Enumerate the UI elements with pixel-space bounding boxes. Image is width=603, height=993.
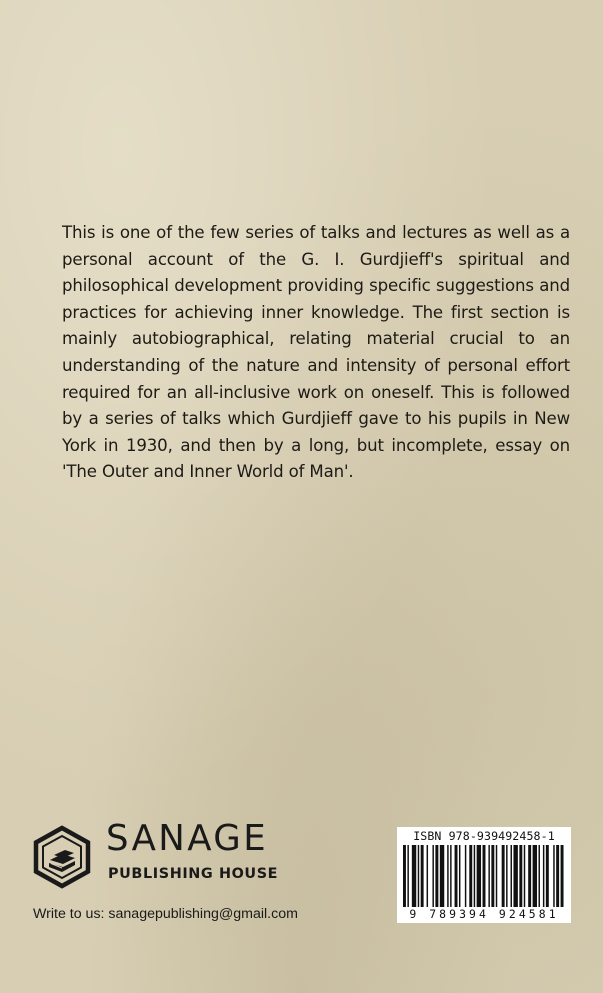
barcode-bar [533,845,537,907]
barcode-bar [488,845,489,907]
barcode-bar [412,845,416,907]
barcode-bar [447,845,448,907]
barcode-bar [553,845,554,907]
publisher-contact: Write to us: sanagepublishing@gmail.com [33,906,298,922]
barcode-bar [474,845,475,907]
barcode-bar [546,845,549,907]
barcode-bar [450,845,451,907]
barcode-bar [543,845,544,907]
isbn-barcode [397,827,571,923]
barcode-bar [496,845,497,907]
barcode-bar [477,845,481,907]
barcode-bar [524,845,525,907]
barcode-bar [538,845,539,907]
barcode-bar [435,845,438,907]
barcode-bar [513,845,517,907]
barcode-bar [440,845,444,907]
barcode-bar [407,845,408,907]
barcode-bar [491,845,494,907]
barcode-bar [511,845,512,907]
barcode-bar [455,845,458,907]
barcode-bar [465,845,466,907]
barcode-bar [502,845,505,907]
barcode-digits: 9 789394 924581 [409,907,559,921]
barcode-bar [469,845,472,907]
barcode-bar [421,845,424,907]
barcode-bar [506,845,507,907]
barcode-bar [528,845,531,907]
barcode-bar [403,845,406,907]
publisher-subtitle: PUBLISHING HOUSE [108,866,279,882]
barcode-bar [459,845,460,907]
barcode-bar [432,845,433,907]
barcode-bar [556,845,559,907]
barcode-bar [561,845,564,907]
barcode-bar [418,845,419,907]
barcode-bar [427,845,428,907]
barcode-bars [403,845,565,907]
books-hexagon-icon [32,825,92,889]
barcode-bar [483,845,486,907]
barcode-bar [519,845,522,907]
isbn-label: ISBN 978-939492458-1 [413,829,555,843]
back-cover-blurb: This is one of the few series of talks and lectures as well as a personal account of the G. I. Gurdjieff's spiritual and philosophical development providing specific suggestions and practices for achieving inner knowledge. The first section is mainly autobiographical, relating material crucial to an understanding of the nature and intensity of personal effort required for an all-inclusive work on oneself. This is followed by a series of talks which Gurdjieff gave to his pupils in New York in 1930, and then by a long, but incomplete, essay on 'The Outer and Inner World of Man'. [62,223,570,482]
publisher-name: SANAGE [106,818,269,859]
